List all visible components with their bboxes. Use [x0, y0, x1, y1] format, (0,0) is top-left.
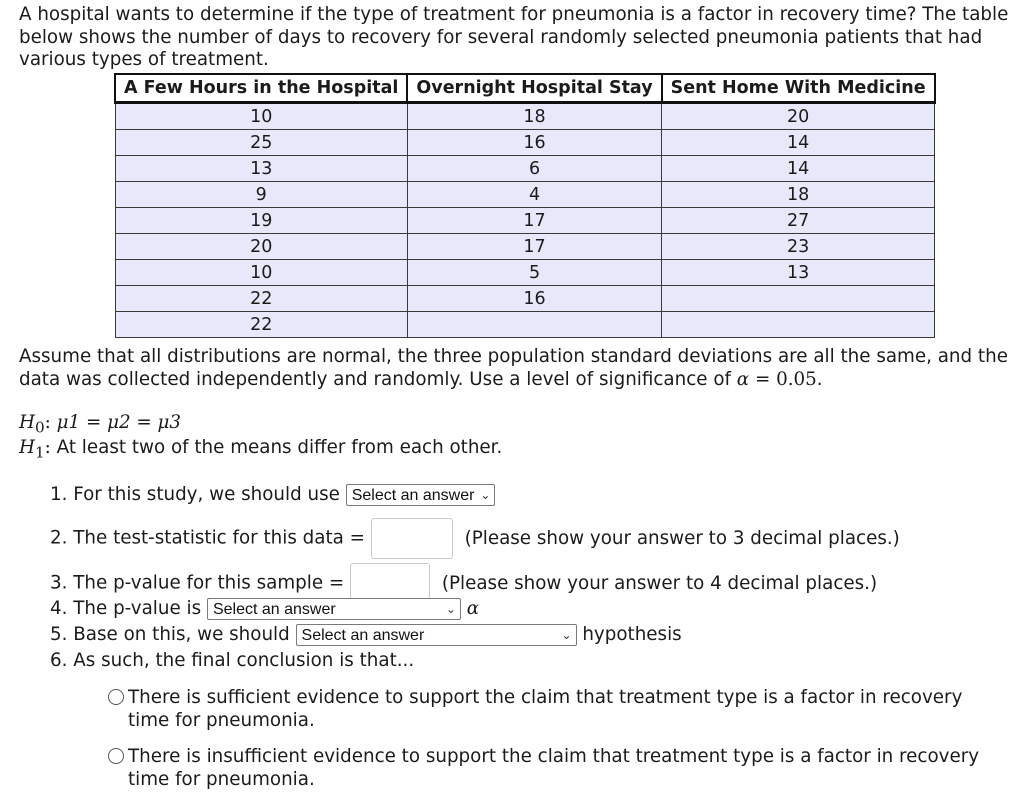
table-cell: 20 [115, 234, 407, 260]
problem-intro: A hospital wants to determine if the type of treatment for pneumonia is a factor in recovery time? The table below shows the number of days to recovery for several randomly selected pneumonia patients that had various types of treatment. [19, 4, 1009, 70]
table-cell: 5 [407, 260, 661, 286]
table-cell: 10 [115, 260, 407, 286]
table-cell [662, 312, 935, 338]
table-cell: 27 [662, 208, 935, 234]
decision-select-value: Select an answer [301, 627, 425, 644]
column-header: Overnight Hospital Stay [407, 74, 661, 103]
option-1-line-2: time for pneumonia. [128, 710, 315, 731]
table-cell: 13 [115, 156, 407, 182]
p-value-comparison-select-value: Select an answer [212, 601, 336, 618]
table-cell [407, 312, 661, 338]
question-2-hint: (Please show your answer to 3 decimal places.) [464, 527, 900, 549]
alpha-symbol: α [466, 598, 480, 619]
question-5 [50, 624, 682, 646]
table-cell: 22 [115, 312, 407, 338]
table-row [115, 260, 935, 286]
question-6 [50, 650, 414, 671]
alternative-hypothesis: $H_1$: At least two of the means differ from each other. [19, 437, 503, 462]
table-cell: 18 [407, 103, 661, 130]
question-2 [50, 518, 900, 559]
table-row [115, 208, 935, 234]
question-5-label: 5. Base on this, we should [50, 624, 290, 645]
assumption-text [19, 345, 1009, 391]
radio-button[interactable] [108, 689, 124, 705]
question-2-label: 2. The test-statistic for this data = [50, 527, 365, 549]
table-cell: 9 [115, 182, 407, 208]
chevron-down-icon: ⌄ [445, 602, 456, 616]
h0-label: H [19, 412, 35, 433]
question-1-label: 1. For this study, we should use [50, 484, 340, 505]
h0-subscript: 0 [34, 418, 45, 437]
table-row [115, 156, 935, 182]
table-cell: 16 [407, 130, 661, 156]
chevron-down-icon: ⌄ [561, 628, 572, 642]
test-statistic-input[interactable] [371, 518, 453, 559]
table-row [115, 103, 935, 130]
table-cell: 16 [407, 286, 661, 312]
table-cell: 4 [407, 182, 661, 208]
table-cell: 6 [407, 156, 661, 182]
table-cell: 17 [407, 234, 661, 260]
recovery-data-table [114, 73, 936, 338]
conclusion-option-sufficient[interactable] [108, 686, 988, 732]
table-row [115, 234, 935, 260]
table-cell: 20 [662, 103, 935, 130]
question-1 [50, 484, 495, 506]
table-cell [662, 286, 935, 312]
radio-button[interactable] [108, 748, 124, 764]
h0-expression: μ1 = μ2 = μ3 [56, 412, 182, 433]
table-cell: 19 [115, 208, 407, 234]
table-cell: 18 [662, 182, 935, 208]
option-2-line-2: time for pneumonia. [128, 769, 315, 790]
decision-select[interactable] [296, 624, 577, 646]
alpha-value: 0.05 [776, 369, 817, 390]
option-2-line-1: There is insufficient evidence to support the claim that treatment type is a factor in recovery [128, 746, 980, 767]
conclusion-option-insufficient[interactable] [108, 745, 988, 791]
table-cell: 23 [662, 234, 935, 260]
question-4 [50, 598, 479, 620]
p-value-comparison-select[interactable] [207, 598, 461, 620]
question-4-label: 4. The p-value is [50, 598, 202, 619]
table-row [115, 286, 935, 312]
h1-label: H [19, 437, 35, 458]
test-type-select[interactable] [346, 484, 496, 506]
question-6-label: 6. As such, the final conclusion is that... [50, 650, 415, 671]
chevron-down-icon: ⌄ [480, 488, 491, 502]
table-header-row [115, 74, 935, 103]
table-row [115, 182, 935, 208]
table-cell: 14 [662, 130, 935, 156]
question-3-hint: (Please show your answer to 4 decimal places.) [441, 572, 878, 594]
column-header: Sent Home With Medicine [662, 74, 935, 103]
assumption-period: . [816, 369, 823, 390]
question-5-suffix: hypothesis [582, 624, 682, 645]
option-1-line-1: There is sufficient evidence to support the claim that treatment type is a factor in recovery [128, 687, 963, 708]
h1-text: At least two of the means differ from each other. [56, 437, 503, 458]
table-row [115, 312, 935, 338]
question-3-label: 3. The p-value for this sample = [50, 572, 345, 594]
equals-sign: = [754, 369, 771, 390]
alpha-symbol: α [736, 369, 750, 390]
table-cell: 22 [115, 286, 407, 312]
table-cell: 25 [115, 130, 407, 156]
test-type-select-value: Select an answer [351, 487, 475, 504]
table-cell: 17 [407, 208, 661, 234]
table-cell: 14 [662, 156, 935, 182]
table-row [115, 130, 935, 156]
assumption-body: Assume that all distributions are normal, the three population standard deviations are all the same, and the data was collected independently and randomly. Use a level of significance of [19, 346, 1008, 390]
null-hypothesis: $H_0$: μ1 = μ2 = μ3 [19, 412, 182, 437]
table-cell: 13 [662, 260, 935, 286]
table-cell: 10 [115, 103, 407, 130]
column-header: A Few Hours in the Hospital [115, 74, 407, 103]
h1-subscript: 1 [34, 443, 45, 462]
